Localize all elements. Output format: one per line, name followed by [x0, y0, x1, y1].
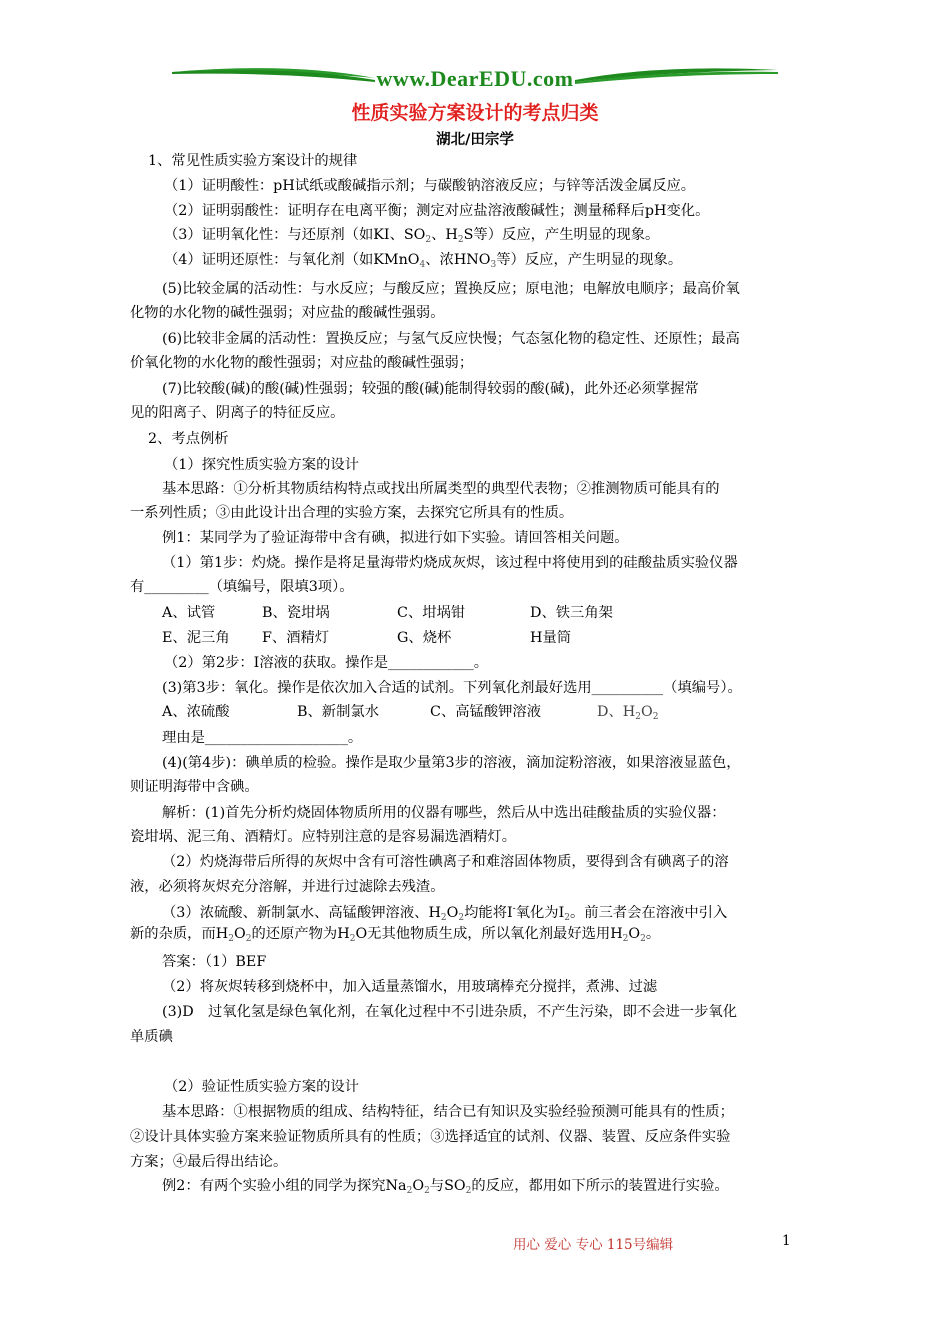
answer-1: 答案：（1）BEF: [162, 954, 267, 970]
part-2-idea-line-3: 方案；④最后得出结论。: [130, 1154, 288, 1170]
option-h: H量筒: [530, 630, 572, 646]
oxidant-option-d: D、$H_2O_2$: [597, 704, 659, 722]
page-number: 1: [782, 1233, 791, 1249]
author: 湖北/田宗学: [436, 132, 514, 148]
question-4-line-1: (4)(第4步)：碘单质的检验。操作是取少量第3步的溶液，滴加淀粉溶液，如果溶液显蓝色，: [162, 755, 741, 771]
answer-2: （2）将灰烬转移到烧杯中，加入适量蒸馏水，用玻璃棒充分搅拌，煮沸、过滤: [162, 979, 658, 995]
part-2-idea-line-1: 基本思路：①根据物质的组成、结构特征，结合已有知识及实验经验预测可能具有的性质；: [162, 1104, 734, 1120]
rule-4: （4）证明还原性：与氧化剂（如KMnO$_4$、浓$HNO_3$等）反应，产生明显的现象。: [164, 252, 683, 270]
part-2-idea-line-2: ②设计具体实验方案来验证物质所具有的性质；③选择适宜的试剂、仪器、装置、反应条件实验: [130, 1129, 731, 1145]
analysis-1-line-2: 瓷坩埚、泥三角、酒精灯。应特别注意的是容易漏选酒精灯。: [130, 829, 517, 845]
section-1-heading: 1、常见性质实验方案设计的规律: [148, 153, 358, 169]
analysis-1-line-1: 解析：(1)首先分析灼烧固体物质所用的仪器有哪些，然后从中选出硅酸盐质的实验仪器：: [162, 805, 726, 821]
rule-1: （1）证明酸性：pH试纸或酸碱指示剂；与碳酸钠溶液反应；与锌等活泼金属反应。: [164, 178, 696, 194]
question-3: (3)第3步：氧化。操作是依次加入合适的试剂。下列氧化剂最好选用__________（填编号）。: [162, 680, 742, 696]
rule-5-line-2: 化物的水化物的碱性强弱；对应盐的酸碱性强弱。: [130, 305, 445, 321]
option-g: G、烧杯: [397, 630, 452, 646]
option-f: F、酒精灯: [262, 630, 330, 646]
part-1-heading: （1）探究性质实验方案的设计: [164, 457, 359, 473]
oxidant-option-c: C、高锰酸钾溶液: [430, 704, 542, 720]
part-1-idea-line-2: 一系列性质；③由此设计出合理的实验方案，去探究它所具有的性质。: [130, 505, 574, 521]
option-e: E、泥三角: [162, 630, 230, 646]
option-d: D、铁三角架: [530, 605, 613, 621]
oxidant-option-a: A、浓硫酸: [162, 704, 230, 720]
answer-3-line-2: 单质碘: [130, 1029, 173, 1045]
question-4-line-2: 则证明海带中含碘。: [130, 779, 259, 795]
analysis-3-line-1: （3）浓硫酸、新制氯水、高锰酸钾溶液、$H_2O_2$均能将I-氧化为$I_2$。前三者会在溶液中引入: [162, 904, 728, 923]
question-3-reason: 理由是____________________。: [162, 730, 363, 746]
part-1-idea-line-1: 基本思路：①分析其物质结构特点或找出所属类型的典型代表物；②推测物质可能具有的: [162, 481, 720, 497]
page-title: 性质实验方案设计的考点归类: [351, 102, 599, 124]
analysis-3-line-2: 新的杂质，而$H_2O_2$的还原产物为$H_2O$无其他物质生成，所以氧化剂最好选用$H_2O_2$。: [130, 926, 661, 944]
example-2: 例2：有两个实验小组的同学为探究$Na_2O_2$与$SO_2$的反应，都用如下所示的装置进行实验。: [162, 1178, 729, 1196]
question-2: （2）第2步：I溶液的获取。操作是____________。: [164, 655, 489, 671]
site-banner: [170, 62, 780, 98]
question-1-line-2: 有_________（填编号，限填3项）。: [130, 579, 354, 595]
footer-note: 用心 爱心 专心 115号编辑: [513, 1237, 674, 1253]
rule-5-line-1: (5)比较金属的活动性：与水反应；与酸反应；置换反应；原电池；电解放电顺序；最高价氧: [162, 281, 740, 297]
section-2-heading: 2、考点例析: [148, 431, 229, 447]
part-2-heading: （2）验证性质实验方案的设计: [164, 1079, 359, 1095]
option-c: C、坩埚钳: [397, 605, 466, 621]
rule-7-line-1: (7)比较酸(碱)的酸(碱)性强弱；较强的酸(碱)能制得较弱的酸(碱)，此外还必须掌握常: [162, 381, 699, 397]
option-b: B、瓷坩埚: [262, 605, 330, 621]
analysis-2-line-2: 液，必须将灰烬充分溶解，并进行过滤除去残渣。: [130, 879, 445, 895]
oxidant-option-b: B、新制氯水: [297, 704, 379, 720]
question-1-line-1: （1）第1步：灼烧。操作是将足量海带灼烧成灰烬，该过程中将使用到的硅酸盐质实验仪器: [162, 555, 738, 571]
example-1: 例1：某同学为了验证海带中含有碘，拟进行如下实验。请回答相关问题。: [162, 530, 629, 546]
answer-3-line-1: (3)D 过氧化氢是绿色氧化剂，在氧化过程中不引进杂质，不产生污染，即不会进一步氧化: [162, 1004, 737, 1020]
analysis-2-line-1: （2）灼烧海带后所得的灰烬中含有可溶性碘离子和难溶固体物质，要得到含有碘离子的溶: [162, 854, 729, 870]
rule-6-line-1: (6)比较非金属的活动性：置换反应；与氢气反应快慢；气态氢化物的稳定性、还原性；最高: [162, 331, 740, 347]
rule-6-line-2: 价氧化物的水化物的酸性强弱；对应盐的酸碱性强弱；: [130, 355, 474, 371]
site-url[interactable]: www.DearEDU.com: [376, 66, 574, 91]
rule-2: （2）证明弱酸性：证明存在电离平衡；测定对应盐溶液酸碱性；测量稀释后pH变化。: [164, 203, 710, 219]
rule-7-line-2: 见的阳离子、阴离子的特征反应。: [130, 405, 345, 421]
rule-3: （3）证明氧化性：与还原剂（如KI、$SO_2$、$H_2S$等）反应，产生明显的现象。: [164, 227, 660, 245]
option-a: A、试管: [162, 605, 216, 621]
